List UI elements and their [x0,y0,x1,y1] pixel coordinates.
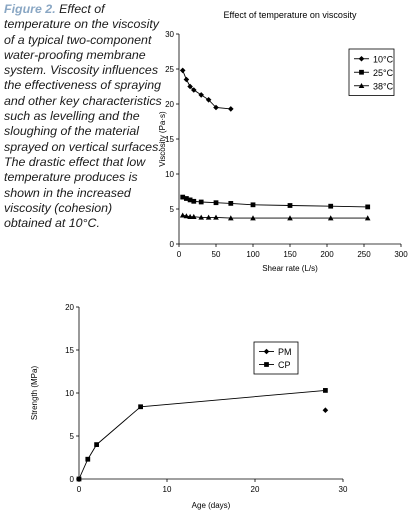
viscosity-y-tick-label: 30 [165,30,174,39]
viscosity-data-point [184,77,190,83]
viscosity-y-tick-label: 20 [165,100,174,109]
viscosity-data-point [228,106,234,112]
strength-data-point [323,388,328,393]
strength-data-point [323,407,329,413]
strength-y-tick-label: 10 [65,389,74,398]
viscosity-series-line [183,197,368,207]
viscosity-data-point [288,203,293,208]
viscosity-data-point [198,92,204,98]
viscosity-legend-label: 38°C [373,81,394,92]
viscosity-data-point [199,200,204,205]
viscosity-legend-label: 10°C [373,54,394,65]
viscosity-y-tick-label: 15 [165,135,174,144]
viscosity-legend-marker [359,70,364,75]
viscosity-series-line [183,70,231,109]
viscosity-data-point [180,68,186,74]
viscosity-series-2 [180,195,370,210]
viscosity-x-tick-label: 50 [211,250,221,259]
strength-chart [0,298,411,514]
viscosity-data-point [251,202,256,207]
viscosity-x-tick-label: 100 [246,250,260,259]
viscosity-legend-label: 25°C [373,67,394,78]
strength-x-tick-label: 20 [250,485,260,494]
strength-series-line [79,390,325,479]
viscosity-data-point [191,199,196,204]
strength-y-tick-label: 15 [65,346,74,355]
viscosity-data-point [328,204,333,209]
strength-y-tick-label: 0 [69,475,74,484]
viscosity-series-1 [180,68,234,112]
strength-x-tick-label: 0 [76,485,82,494]
strength-legend-label: PM [278,347,292,357]
viscosity-y-axis-label: Viscosity (Pa·s) [158,111,167,167]
viscosity-x-tick-label: 0 [176,250,182,259]
viscosity-x-tick-label: 250 [357,250,371,259]
viscosity-chart [158,0,411,280]
figure-label: Figure 2. [4,2,56,16]
viscosity-title: Effect of temperature on viscosity [223,10,357,20]
strength-x-axis-label: Age (days) [191,501,231,510]
viscosity-data-point [365,205,370,210]
strength-y-axis-label: Strength (MPa) [30,365,39,421]
strength-data-point [94,442,99,447]
viscosity-series-3 [180,213,371,221]
viscosity-x-tick-label: 200 [320,250,334,259]
viscosity-data-point [214,200,219,205]
viscosity-y-tick-label: 0 [169,240,174,249]
figure-caption-text: Effect of temperature on the viscosity of a typical two-component water-proofing membrane system. Viscosity influences the effectiveness of spraying and other key characteristics such as levelling and the sloughing of the material sprayed on vertical surfaces. The drastic effect that low temperature produces is shown in the increased viscosity (cohesion) obtained at 10°C. [4,2,162,231]
viscosity-x-tick-label: 150 [283,250,297,259]
viscosity-series-line [183,215,368,218]
strength-y-tick-label: 5 [69,432,74,441]
strength-data-point [77,477,82,482]
strength-x-tick-label: 30 [338,485,348,494]
strength-series-2 [77,388,328,481]
strength-y-tick-label: 20 [65,303,74,312]
strength-legend-marker [264,362,269,367]
viscosity-y-tick-label: 5 [169,205,174,214]
strength-series-1 [323,407,329,413]
viscosity-data-point [228,201,233,206]
figure-caption [4,2,162,231]
viscosity-x-axis-label: Shear rate (L/s) [262,264,318,273]
strength-data-point [85,457,90,462]
strength-data-point [138,404,143,409]
viscosity-y-tick-label: 25 [165,65,174,74]
strength-legend-label: CP [278,360,291,370]
viscosity-x-tick-label: 300 [394,250,408,259]
strength-x-tick-label: 10 [162,485,172,494]
viscosity-y-tick-label: 10 [165,170,174,179]
